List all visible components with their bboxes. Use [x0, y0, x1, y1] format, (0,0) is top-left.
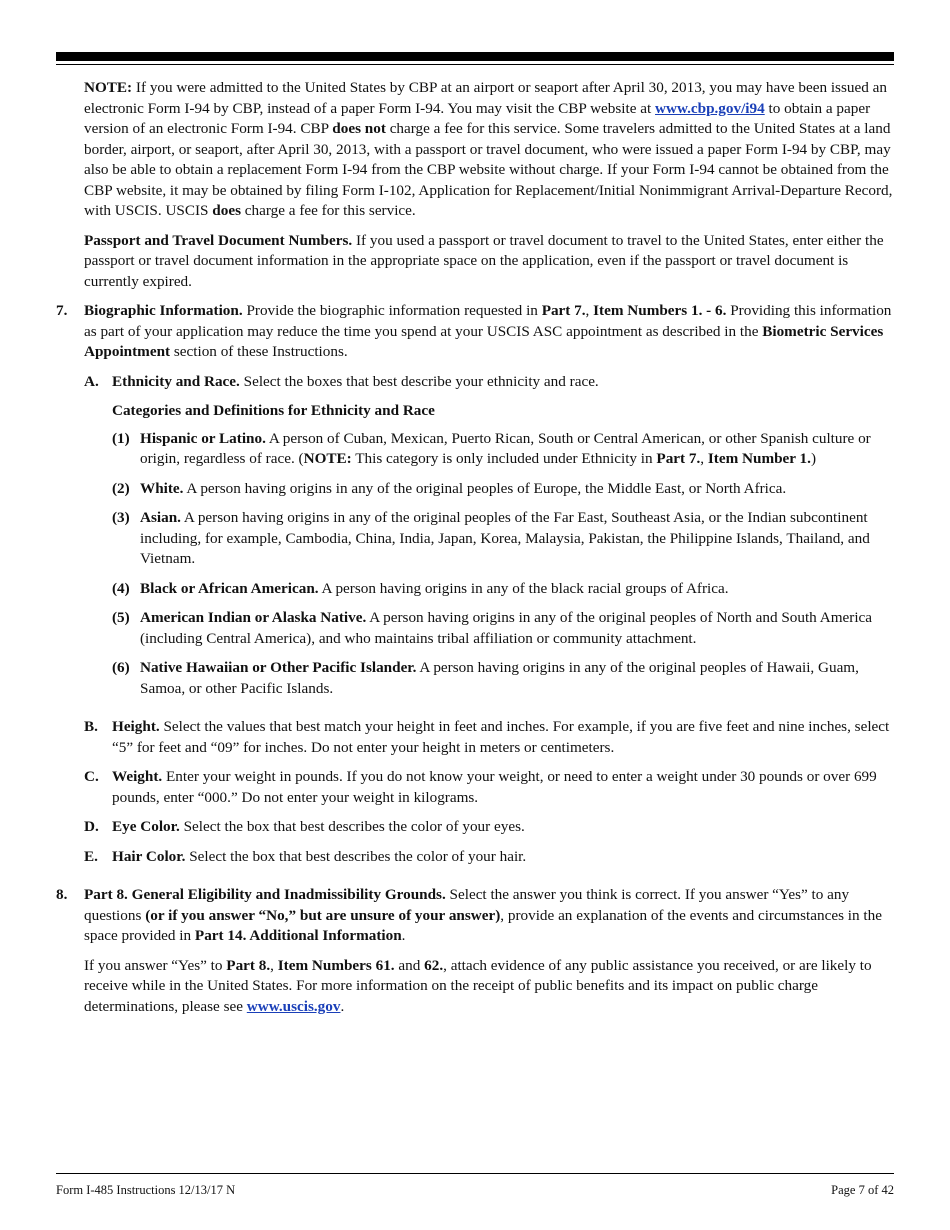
footer-rule: [56, 1173, 894, 1174]
category-item: (1) Hispanic or Latino. A person of Cuban, Mexican, Puerto Rican, South or Central American, or other Spanish culture or origin, regardless of race. (NOTE: This category is only included under Ethnicity in Part 7., Item Number 1.): [112, 429, 871, 467]
note-paragraph: NOTE: If you were admitted to the United States by CBP at an airport or seaport after April 30, 2013, you may have been issued an electronic Form I-94 by CBP, instead of a paper Form I-94. You may visit the CBP website at www.cbp.gov/i94 to obtain a paper version of an electronic Form I-94. CBP does not charge a fee for this service. Some travelers admitted to the United States at a land border, airport, or seaport, after April 30, 2013, with a passport or travel document, who were issued a paper Form I-94 by CBP, may also be able to obtain a replacement Form I-94 from the CBP website without charge. If your Form I-94 cannot be obtained from the CBP website, it may be obtained by filing Form I-102, Application for Replacement/Initial Nonimmigrant Arrival-Departure Record, with USCIS. USCIS does charge a fee for this service.: [84, 79, 893, 219]
item-7-intro: Biographic Information. Provide the biographic information requested in Part 7., Item Numbers 1. - 6. Providing this information as part of your application may reduce the time you spend at your USCIS ASC appointment as described in the Biometric Services Appointment section of these Instructions.: [84, 302, 892, 360]
item-8-intro: Part 8. General Eligibility and Inadmissibility Grounds. Select the answer you think is correct. If you answer “Yes” to any questions (or if you answer “No,” but are unsure of your answer), provide an explanation of the events and circumstances in the space provided in Part 14. Additional Information.: [84, 886, 882, 944]
uscis-link[interactable]: www.uscis.gov: [246, 997, 341, 1015]
passport-paragraph: Passport and Travel Document Numbers. If you used a passport or travel document to travel to the United States, enter either the passport or travel document information in the appropriate space on the application, even if the passport or travel document is currently expired.: [84, 231, 884, 290]
category-item: (4) Black or African American. A person having origins in any of the black racial groups of Africa.: [112, 579, 729, 597]
item-7: [56, 301, 894, 876]
item-8: [56, 885, 894, 1017]
item-7d: D. Eye Color. Select the box that best describes the color of your eyes.: [84, 818, 525, 835]
category-item: (5) American Indian or Alaska Native. A person having origins in any of the original peoples of North and South America (including Central America), and who maintains tribal affiliation or community attachment.: [112, 609, 873, 647]
category-item: (6) Native Hawaiian or Other Pacific Islander. A person having origins in any of the original peoples of Hawaii, Guam, Samoa, or other Pacific Islands.: [112, 659, 859, 697]
header-rule-thin: [56, 64, 894, 65]
category-item: (2) White. A person having origins in any of the original peoples of Europe, the Middle East, or North Africa.: [112, 479, 787, 497]
item-number: 8.: [56, 886, 68, 903]
item-7a: A. Ethnicity and Race. Select the boxes that best describe your ethnicity and race. Categories and Definitions for Ethnicity and Race (1) Hispanic or Latino. A person of Cuban, Mexican, Puerto Rican, South or Central American, or other Spanish culture or origin, regardless of race. (NOTE: This category is only included under Ethnicity in Part 7., Item Number 1.) (2) White. A person having origins in any of the original peoples of Europe, the Middle East, or North Africa. (3) Asian. A person having origins in any of the original peoples of the Far East, Southeast Asia, or the Indian subcontinent including, for example, Cambodia, China, India, Japan, Korea, Malaysia, Pakistan, the Philippine Islands, Thailand, and Vietnam. (4) Black or African American. A person having origins in any of the black racial groups of Africa. (5) American Indian or Alaska Native. A person having origins in any of the original peoples of North and South America (including Central America), and who maintains tribal affiliation or community attachment. (6) Native Hawaiian or Other Pacific Islander. A person having origins in any of the original peoples of Hawaii, Guam, Samoa, or other Pacific Islands.: [84, 372, 894, 709]
categories-heading: Categories and Definitions for Ethnicity and Race: [112, 402, 435, 419]
page-body: [56, 78, 894, 1026]
category-item: (3) Asian. A person having origins in any of the original peoples of the Far East, Southeast Asia, or the Indian subcontinent including, for example, Cambodia, China, India, Japan, Korea, Malaysia, Pakistan, the Philippine Islands, Thailand, and Vietnam.: [112, 509, 870, 567]
item-7e: E. Hair Color. Select the box that best describes the color of your hair.: [84, 847, 527, 865]
item-8-public-assistance: If you answer “Yes” to Part 8., Item Numbers 61. and 62., attach evidence of any public assistance you received, or are likely to receive while in the United States. For more information on the receipt of public benefits and its impact on public charge determinations, please see www.uscis.gov.: [84, 956, 872, 1015]
item-7b: B. Height. Select the values that best match your height in feet and inches. For example, if you are five feet and nine inches, select “5” for feet and “09” for inches. Do not enter your height in meters or centimeters.: [84, 718, 890, 756]
footer-page-number: Page 7 of 42: [831, 1183, 894, 1197]
footer-form-id: Form I-485 Instructions 12/13/17 N: [56, 1183, 236, 1197]
header-rule-thick: [56, 52, 894, 61]
item-7c: C. Weight. Enter your weight in pounds. If you do not know your weight, or need to enter a weight under 30 pounds or over 699 pounds, enter “000.” Do not enter your weight in kilograms.: [84, 768, 877, 806]
cbp-i94-link[interactable]: www.cbp.gov/i94: [655, 99, 765, 117]
item-number: 7.: [56, 302, 68, 319]
passport-title: Passport and Travel Document Numbers.: [84, 231, 353, 249]
note-label: NOTE:: [84, 79, 133, 96]
